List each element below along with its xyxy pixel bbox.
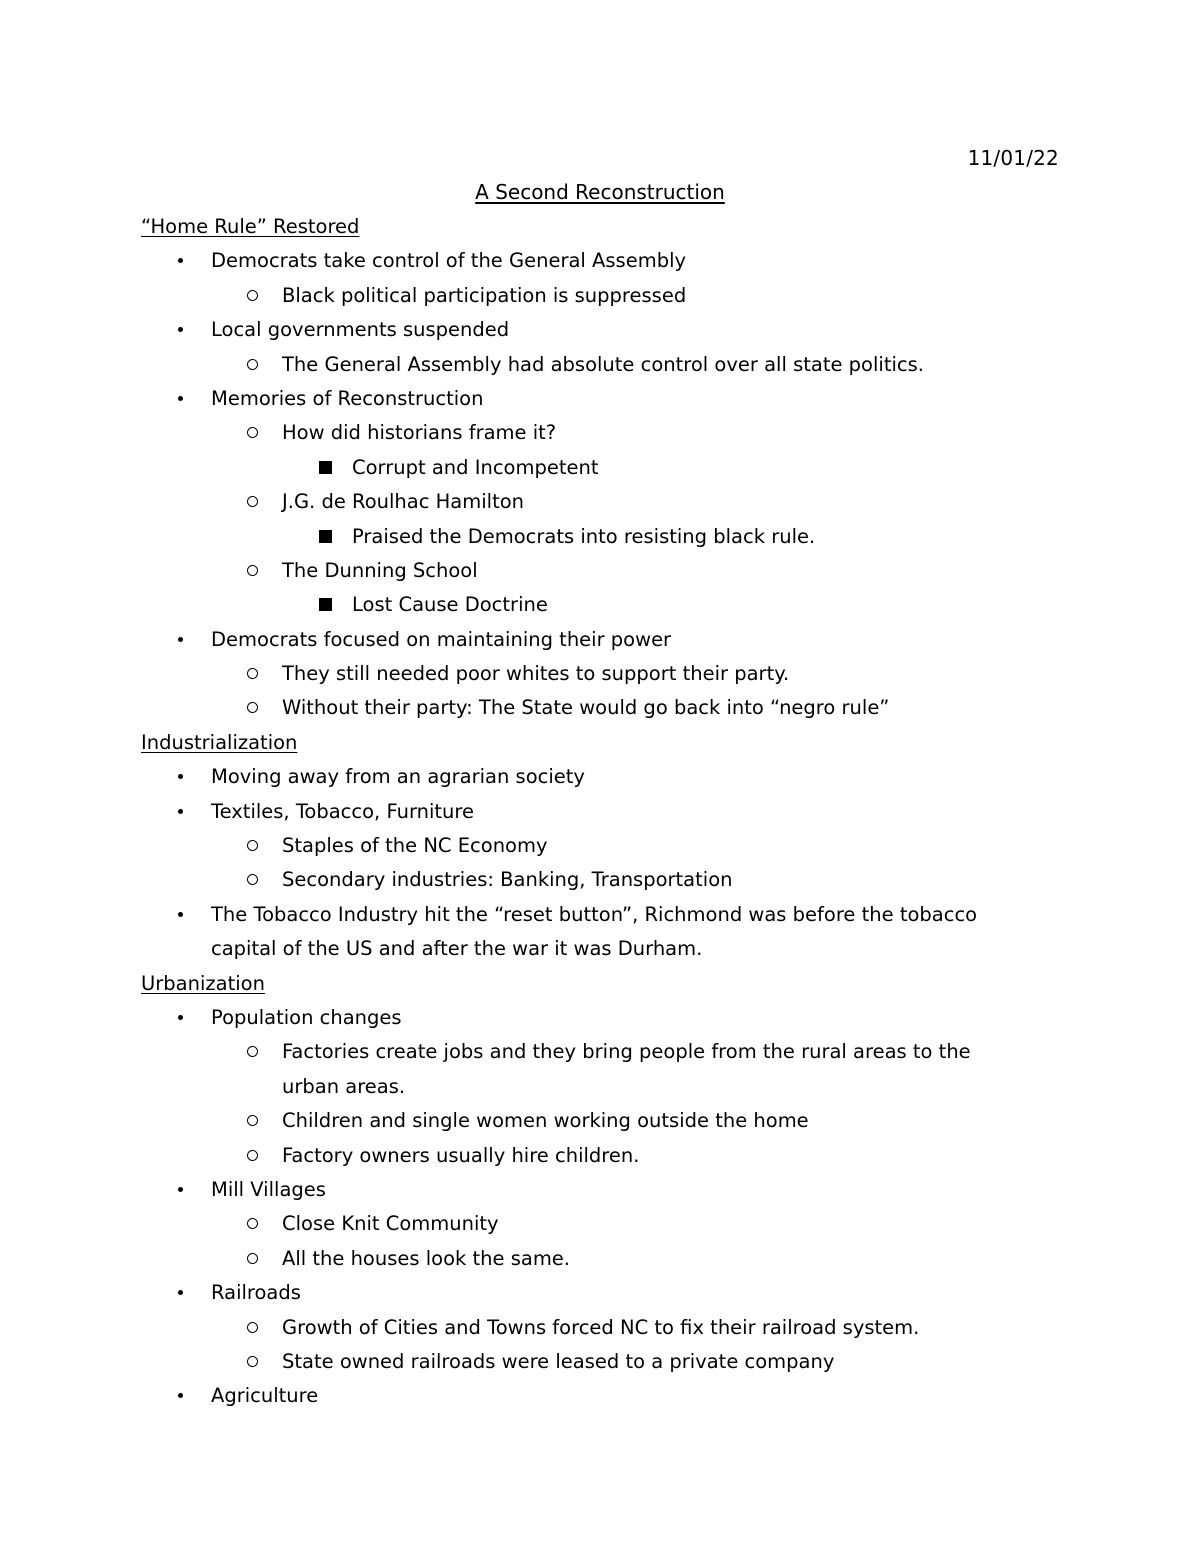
bullet-square-icon bbox=[319, 591, 332, 619]
bullet-circle-icon bbox=[247, 1038, 258, 1066]
list-item: The Dunning School bbox=[141, 557, 1041, 591]
bullet-circle-icon bbox=[247, 419, 258, 447]
bullet-circle-icon bbox=[247, 660, 258, 688]
list-item: Mill Villages bbox=[141, 1176, 1041, 1210]
bullet-circle-icon bbox=[247, 1107, 258, 1135]
bullet-circle-icon bbox=[247, 1314, 258, 1342]
bullet-circle-icon bbox=[247, 694, 258, 722]
list-item: Agriculture bbox=[141, 1382, 1041, 1416]
bullet-circle-icon bbox=[247, 557, 258, 585]
list-item: They still needed poor whites to support their party. bbox=[141, 660, 1041, 694]
section-heading-home-rule: “Home Rule” Restored bbox=[141, 215, 360, 238]
list-item: All the houses look the same. bbox=[141, 1245, 1041, 1279]
list-item: Moving away from an agrarian society bbox=[141, 763, 1041, 797]
document-title: A Second Reconstruction bbox=[475, 180, 725, 204]
bullet-dot-icon bbox=[178, 247, 183, 275]
list-item: Factory owners usually hire children. bbox=[141, 1142, 1041, 1176]
bullet-circle-icon bbox=[247, 351, 258, 379]
list-item: J.G. de Roulhac Hamilton bbox=[141, 488, 1041, 522]
bullet-dot-icon bbox=[178, 316, 183, 344]
list-item: Children and single women working outside the home bbox=[141, 1107, 1041, 1141]
bullet-dot-icon bbox=[178, 798, 183, 826]
list-item-continuation: urban areas. bbox=[282, 1074, 406, 1098]
bullet-dot-icon bbox=[178, 1004, 183, 1032]
list-item: Secondary industries: Banking, Transportation bbox=[141, 866, 1041, 900]
list-item: Praised the Democrats into resisting black rule. bbox=[141, 523, 1041, 557]
bullet-dot-icon bbox=[178, 901, 183, 929]
list-item-continuation: capital of the US and after the war it was Durham. bbox=[211, 937, 703, 961]
bullet-circle-icon bbox=[247, 282, 258, 310]
list-item: Growth of Cities and Towns forced NC to fix their railroad system. bbox=[141, 1314, 1041, 1348]
section-heading-urbanization: Urbanization bbox=[141, 971, 265, 995]
list-item: How did historians frame it? bbox=[141, 419, 1041, 453]
notes-body bbox=[141, 213, 1041, 1417]
list-item: Railroads bbox=[141, 1279, 1041, 1313]
bullet-dot-icon bbox=[178, 763, 183, 791]
list-item: Staples of the NC Economy bbox=[141, 832, 1041, 866]
section-heading-industrialization: Industrialization bbox=[141, 730, 298, 754]
bullet-circle-icon bbox=[247, 1348, 258, 1376]
bullet-dot-icon bbox=[178, 1176, 183, 1204]
bullet-circle-icon bbox=[247, 1210, 258, 1238]
bullet-circle-icon bbox=[247, 832, 258, 860]
bullet-square-icon bbox=[319, 454, 332, 482]
bullet-dot-icon bbox=[178, 1382, 183, 1410]
list-item: Factories create jobs and they bring people from the rural areas to the bbox=[141, 1038, 1041, 1072]
bullet-circle-icon bbox=[247, 1245, 258, 1273]
list-item: Black political participation is suppressed bbox=[141, 282, 1041, 316]
list-item: Lost Cause Doctrine bbox=[141, 591, 1041, 625]
bullet-dot-icon bbox=[178, 626, 183, 654]
list-item: Local governments suspended bbox=[141, 316, 1041, 350]
list-item: State owned railroads were leased to a private company bbox=[141, 1348, 1041, 1382]
bullet-circle-icon bbox=[247, 488, 258, 516]
bullet-circle-icon bbox=[247, 866, 258, 894]
list-item: The General Assembly had absolute control over all state politics. bbox=[141, 351, 1041, 385]
list-item: Democrats focused on maintaining their power bbox=[141, 626, 1041, 660]
list-item: Without their party: The State would go back into “negro rule” bbox=[141, 694, 1041, 728]
bullet-dot-icon bbox=[178, 385, 183, 413]
list-item: Textiles, Tobacco, Furniture bbox=[141, 798, 1041, 832]
list-item: The Tobacco Industry hit the “reset button”, Richmond was before the tobacco bbox=[141, 901, 1041, 935]
list-item: Memories of Reconstruction bbox=[141, 385, 1041, 419]
document-date: 11/01/22 bbox=[967, 146, 1059, 170]
bullet-square-icon bbox=[319, 523, 332, 551]
list-item: Close Knit Community bbox=[141, 1210, 1041, 1244]
bullet-dot-icon bbox=[178, 1279, 183, 1307]
bullet-circle-icon bbox=[247, 1142, 258, 1170]
list-item: Population changes bbox=[141, 1004, 1041, 1038]
list-item: Democrats take control of the General Assembly bbox=[141, 247, 1041, 281]
list-item: Corrupt and Incompetent bbox=[141, 454, 1041, 488]
